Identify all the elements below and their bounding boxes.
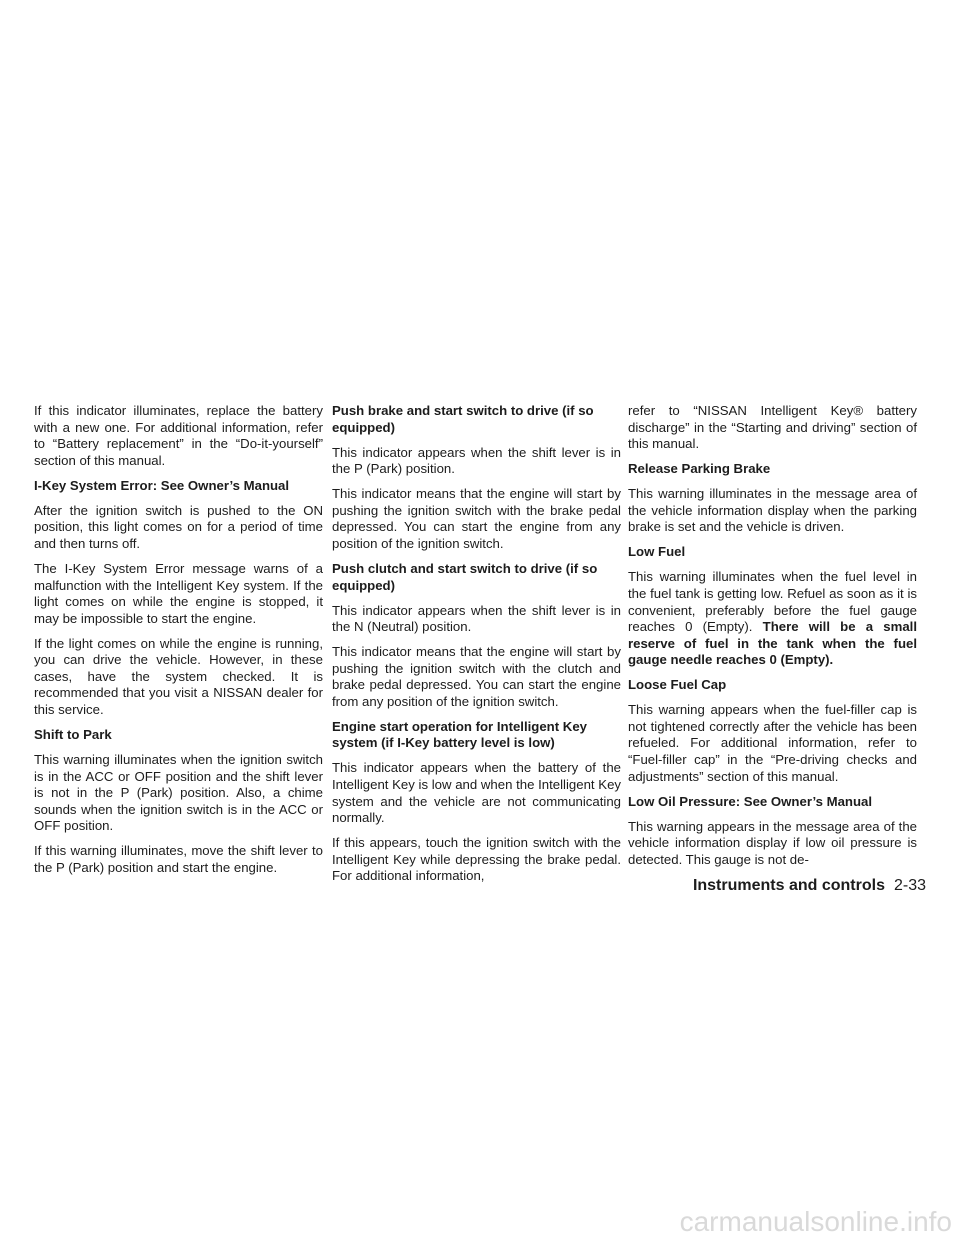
paragraph: This indicator appears when the battery of the Intelligent Key is low and when the Intelligent Key system and the vehicle are not communicating normally. bbox=[332, 760, 621, 826]
paragraph: refer to “NISSAN Intelligent Key® battery discharge” in the “Starting and driving” section of this manual. bbox=[628, 403, 917, 452]
paragraph: This warning appears when the fuel-filler cap is not tightened correctly after the vehicle has been refueled. For additional information, refer to “Fuel-filler cap” in the “Pre-driving checks and adjustments” section of this manual. bbox=[628, 702, 917, 784]
paragraph: If the light comes on while the engine is running, you can drive the vehicle. However, in these cases, have the system checked. It is recommended that you visit a NISSAN dealer for this service. bbox=[34, 635, 323, 718]
paragraph: The I-Key System Error message warns of a malfunction with the Intelligent Key system. If the light comes on while the engine is stopped, it may be impossible to start the engine. bbox=[34, 560, 323, 626]
section-heading: Loose Fuel Cap bbox=[628, 677, 727, 693]
page-footer bbox=[693, 876, 926, 896]
section-heading: Low Fuel bbox=[628, 544, 686, 560]
paragraph: This warning illuminates when the ignition switch is in the ACC or OFF position and the shift lever is not in the P (Park) position. Also, a chime sounds when the ignition switch is in the ACC or OFF position. bbox=[34, 752, 323, 834]
paragraph: If this warning illuminates, move the shift lever to the P (Park) position and start the engine. bbox=[34, 843, 323, 875]
column-3 bbox=[628, 403, 917, 877]
page-number: 2-33 bbox=[893, 877, 926, 894]
section-heading: Low Oil Pressure: See Owner’s Manual bbox=[628, 793, 873, 809]
watermark: carmanualsonline.info bbox=[679, 1206, 952, 1237]
paragraph: After the ignition switch is pushed to the ON position, this light comes on for a period of time and then turns off. bbox=[34, 502, 323, 551]
section-heading: Push clutch and start switch to drive (if so equipped) bbox=[332, 560, 598, 593]
paragraph-text: This warning illuminates when the fuel level in the fuel tank is getting low. Refuel as soon as it is convenient, preferably before the fuel gauge reaches 0 (Empty). bbox=[628, 569, 917, 635]
paragraph: This indicator means that the engine will start by pushing the ignition switch with the brake pedal depressed. You can start the engine from any position of the ignition switch. bbox=[332, 486, 621, 551]
section-heading: Release Parking Brake bbox=[628, 461, 771, 477]
paragraph: This indicator appears when the shift lever is in the P (Park) position. bbox=[332, 444, 621, 477]
section-heading: I-Key System Error: See Owner’s Manual bbox=[34, 477, 290, 493]
paragraph bbox=[628, 569, 917, 669]
column-1 bbox=[34, 403, 323, 885]
section-heading: Shift to Park bbox=[34, 727, 112, 743]
paragraph: This indicator means that the engine will start by pushing the ignition switch with the clutch and brake pedal depressed. You can start the engine from any position of the ignition switch. bbox=[332, 644, 621, 709]
paragraph: If this indicator illuminates, replace the battery with a new one. For additional information, refer to “Battery replacement” in the “Do-it-yourself” section of this manual. bbox=[34, 403, 323, 468]
section-heading: Push brake and start switch to drive (if so equipped) bbox=[332, 403, 594, 435]
section-heading: Engine start operation for Intelligent Key system (if I-Key battery level is low) bbox=[332, 718, 587, 751]
paragraph: If this appears, touch the ignition switch with the Intelligent Key while depressing the brake pedal. For additional information, bbox=[332, 835, 621, 884]
footer-section-title: Instruments and controls bbox=[692, 877, 885, 894]
paragraph: This warning illuminates in the message area of the vehicle information display when the parking brake is set and the vehicle is driven. bbox=[628, 486, 917, 535]
paragraph: This warning appears in the message area of the vehicle information display if low oil pressure is detected. This gauge is not de- bbox=[628, 818, 917, 867]
column-2 bbox=[332, 403, 621, 893]
bold-warning-text: There will be a small reserve of fuel in the tank when the fuel gauge needle reaches 0 (Empty). bbox=[628, 619, 917, 668]
paragraph: This indicator appears when the shift lever is in the N (Neutral) position. bbox=[332, 602, 621, 635]
